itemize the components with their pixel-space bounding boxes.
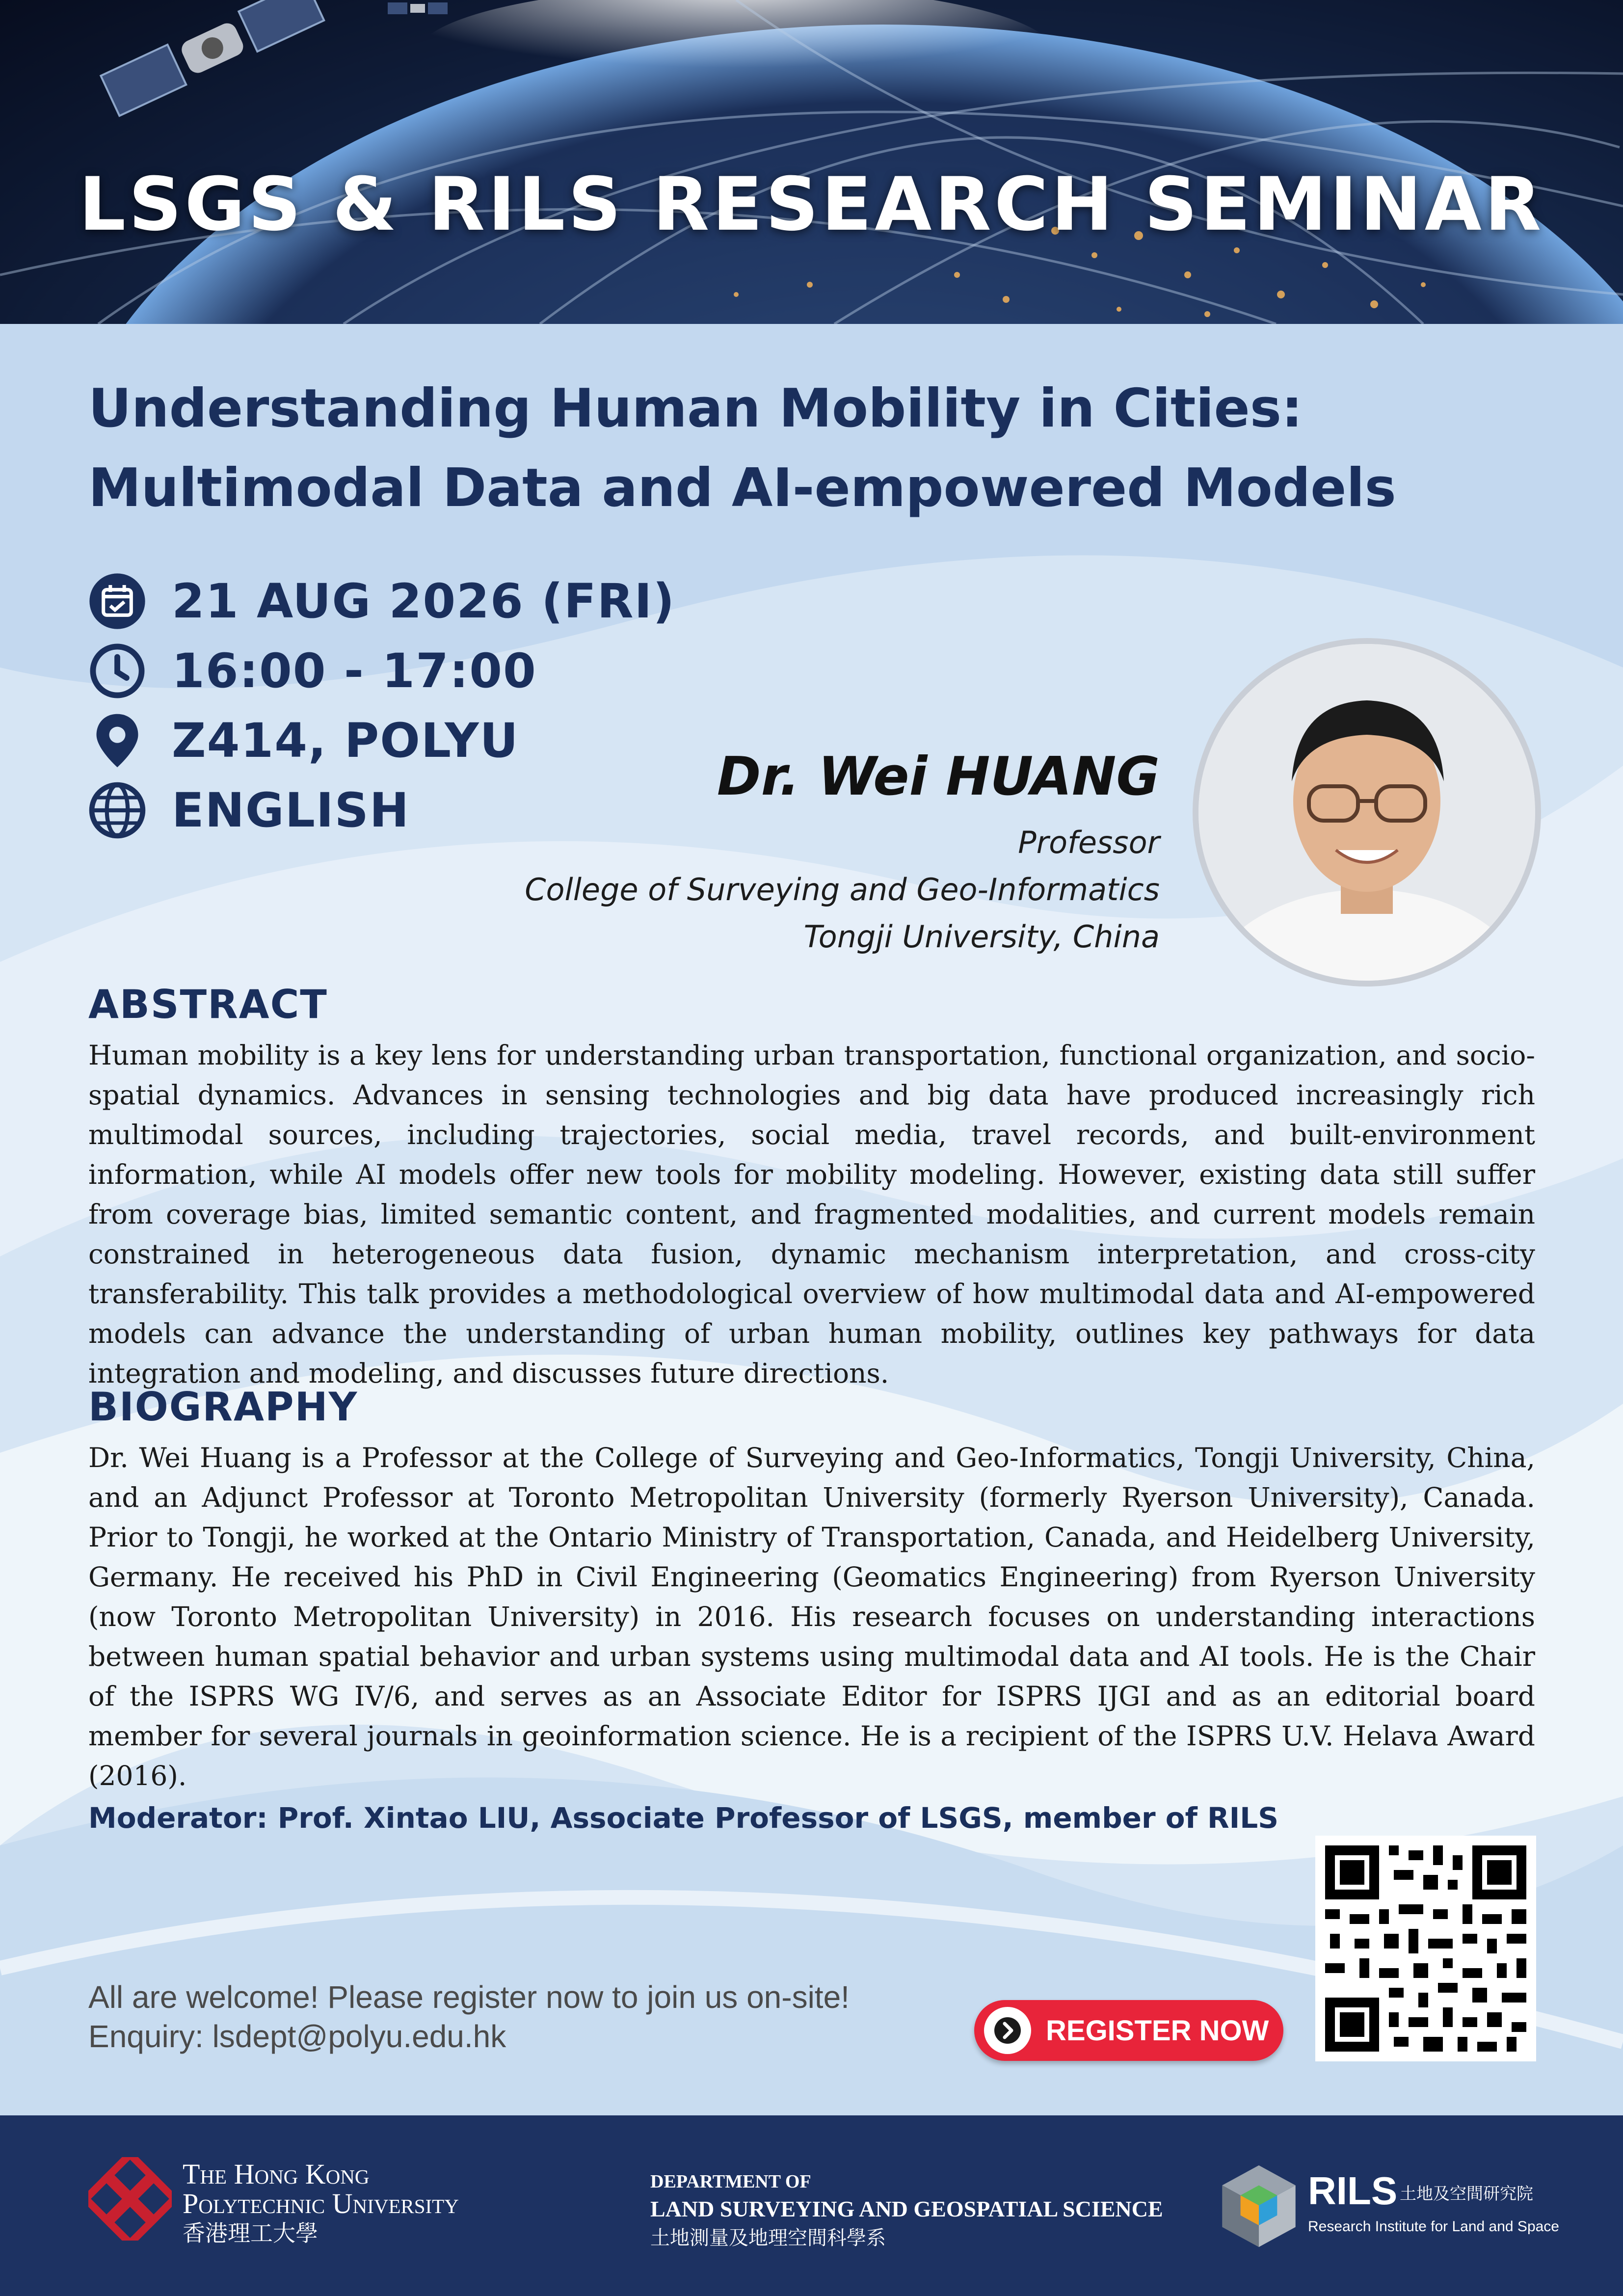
rils-english-name: Research Institute for Land and Space xyxy=(1308,2218,1559,2235)
talk-title-line1: Understanding Human Mobility in Cities: xyxy=(88,378,1303,439)
dept-line3: 土地測量及地理空間科學系 xyxy=(650,2227,886,2249)
speaker-portrait xyxy=(1198,644,1535,981)
moderator-line: Moderator: Prof. Xintao LIU, Associate Professor of LSGS, member of RILS xyxy=(88,1801,1278,1835)
register-now-button[interactable] xyxy=(974,2000,1283,2061)
polyu-name-line1: The Hong Kong xyxy=(183,2158,370,2190)
biography-text: Dr. Wei Huang is a Professor at the College of Surveying and Geo-Informatics, Tongji University, China, and an Adjunct Professor at Toronto Metropolitan University (formerly Ryerson University), Canada. Prior to Tongji, he worked at the Ontario Ministry of Transportation, Canada, and Heidelberg University, Germany. He received his PhD in Civil Engineering (Geomatics Engineering) from Ryerson University (now Toronto Metropolitan University) in 2016. His research focuses on understanding interactions between human spatial behavior and urban systems using multimodal data and AI tools. He is the Chair of the ISPRS WG IV/6, and serves as an Associate Editor for ISPRS IJGI and as an editorial board member for several journals in geoinformation science. He is a recipient of the ISPRS U.V. Helava Award (2016). xyxy=(88,1442,1535,1791)
biography-heading: BIOGRAPHY xyxy=(88,1384,358,1430)
speaker-position: Professor xyxy=(1018,825,1160,860)
date-row xyxy=(88,569,675,633)
footer-bar xyxy=(0,2115,1623,2296)
header-banner xyxy=(0,0,1623,324)
polyu-logo-icon xyxy=(88,2157,172,2241)
satellite-small-icon xyxy=(388,2,448,14)
arrow-right-icon xyxy=(984,2007,1031,2054)
satellite-icon xyxy=(101,0,324,116)
qr-code-icon xyxy=(1315,1836,1536,2061)
registration-qr-code[interactable] xyxy=(1315,1836,1536,2061)
dept-line2: LAND SURVEYING AND GEOSPATIAL SCIENCE xyxy=(650,2196,1163,2221)
abstract-text: Human mobility is a key lens for understanding urban transportation, functional organization, and socio-spatial dynamics. Advances in sensing technologies and big data have produced increasingly rich multimodal sources, including trajectories, social media, travel records, and built-environment information, while AI models offer new tools for mobility modeling. However, existing data still suffer from coverage bias, limited semantic content, and fragmented modalities, and current models remain constrained in heterogeneous data fusion, dynamic mechanism interpretation, and cross-city transferability. This talk provides a methodological overview of how multimodal data and AI-empowered models can advance the understanding of urban human mobility, outlines key pathways for data integration and modeling, and discusses future directions. xyxy=(88,1040,1535,1389)
register-now-label: REGISTER NOW xyxy=(1046,2014,1269,2047)
language-row xyxy=(88,778,410,842)
dept-line1: DEPARTMENT OF xyxy=(650,2171,811,2192)
speaker-name: Dr. Wei HUANG xyxy=(717,746,1160,807)
event-date: 21 AUG 2026 (FRI) xyxy=(172,574,676,629)
rils-chinese-name: 土地及空間研究院 xyxy=(1400,2184,1533,2204)
welcome-text: All are welcome! Please register now to join us on-site! xyxy=(88,1979,850,2015)
calendar-icon xyxy=(88,572,146,630)
abstract-heading: ABSTRACT xyxy=(88,982,328,1027)
speaker-institution: Tongji University, China xyxy=(803,919,1160,955)
time-row xyxy=(88,639,537,703)
speaker-photo xyxy=(1193,638,1541,987)
enquiry-text[interactable]: Enquiry: lsdept@polyu.edu.hk xyxy=(88,2019,506,2054)
location-pin-icon xyxy=(88,712,146,770)
seminar-series-title: LSGS & RILS RESEARCH SEMINAR xyxy=(79,162,1544,247)
venue-row xyxy=(88,709,519,773)
clock-icon xyxy=(88,642,146,700)
event-time: 16:00 - 17:00 xyxy=(172,643,537,698)
department-name xyxy=(650,2169,1163,2252)
speaker-department: College of Surveying and Geo-Informatics xyxy=(525,872,1160,908)
rils-wordmark: RILS xyxy=(1308,2169,1398,2213)
rils-cube-logo-icon xyxy=(1217,2162,1301,2250)
event-venue: Z414, POLYU xyxy=(172,713,519,768)
event-language: ENGLISH xyxy=(172,783,410,838)
globe-icon xyxy=(88,781,146,839)
polyu-name-line2: Polytechnic University xyxy=(183,2188,459,2219)
polyu-name-chinese: 香港理工大學 xyxy=(183,2220,318,2246)
talk-title-line2: Multimodal Data and AI-empowered Models xyxy=(88,457,1396,519)
talk-title xyxy=(88,369,1561,528)
polyu-wordmark xyxy=(183,2160,459,2248)
